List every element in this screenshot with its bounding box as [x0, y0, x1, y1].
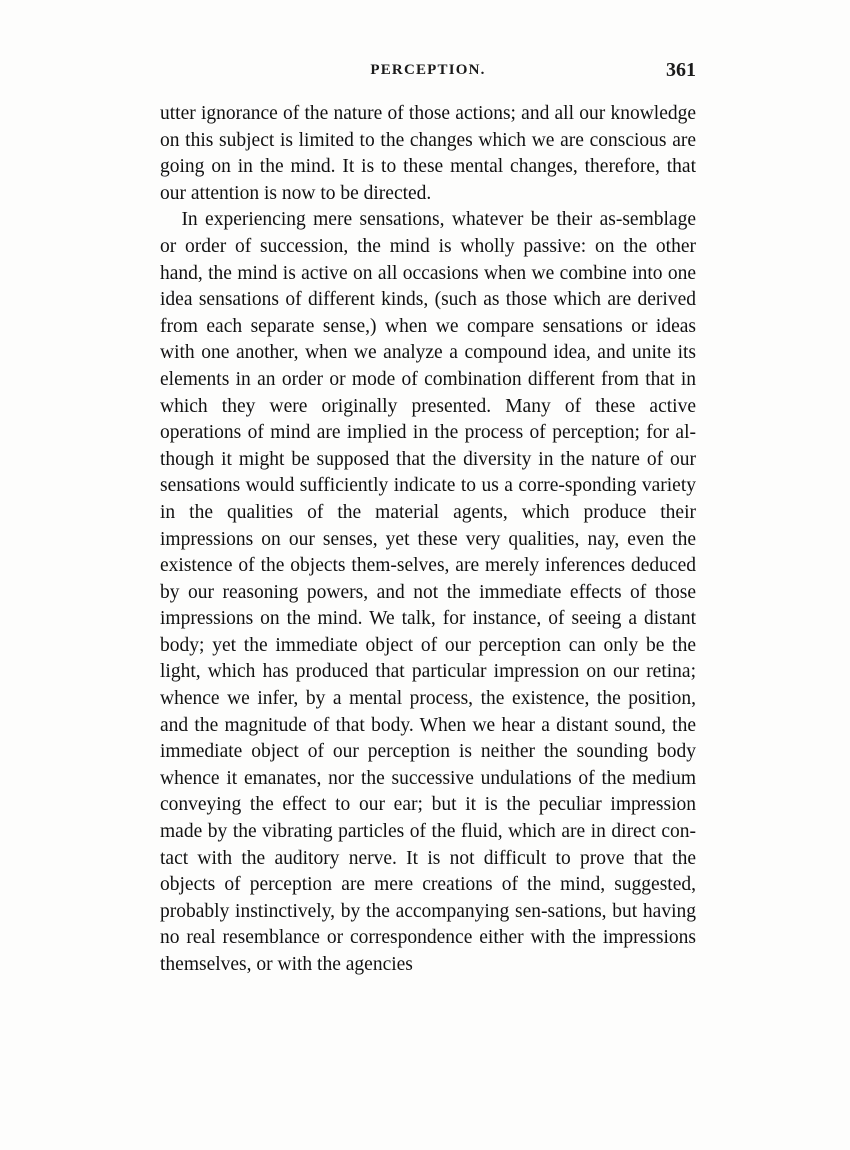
paragraph-continued: utter ignorance of the nature of those actions; and all our knowledge on this subject is limited to the changes which we are conscious are going on in the mind. It is to these mental changes, therefore, that our attention is now to be directed. [160, 103, 696, 204]
body-text [160, 101, 696, 979]
running-title: PERCEPTION. [370, 62, 486, 78]
running-head [160, 59, 696, 86]
page-number: 361 [666, 59, 696, 81]
paragraph-perception: In experiencing mere sensations, whatever be their as-semblage or order of succession, the mind is wholly passive: on the other hand, the mind is active on all occasions when we combine into one idea sensations of different kinds, (such as those which are derived from each separate sense,) when we compare sensations or ideas with one another, when we analyze a compound idea, and unite its elements in an order or mode of combination different from that in which they were originally presented. Many of these active operations of mind are implied in the process of perception; for al-though it might be supposed that the diversity in the nature of our sensations would sufficiently indicate to us a corre-sponding variety in the qualities of the material agents, which produce their impressions on our senses, yet these very qualities, nay, even the existence of the objects them-selves, are merely inferences deduced by our reasoning powers, and not the immediate effects of those impressions on the mind. We talk, for instance, of seeing a distant body; yet the immediate object of our perception can only be the light, which has produced that particular impression on our retina; whence we infer, by a mental process, the existence, the position, and the magnitude of that body. When we hear a distant sound, the immediate object of our perception is neither the sounding body whence it emanates, nor the successive undulations of the medium conveying the effect to our ear; but it is the peculiar impression made by the vibrating particles of the fluid, which are in direct con-tact with the auditory nerve. It is not difficult to prove that the objects of perception are mere creations of the mind, suggested, probably instinctively, by the accompanying sen-sations, but having no real resemblance or correspondence either with the impressions themselves, or with the agencies [160, 209, 696, 975]
